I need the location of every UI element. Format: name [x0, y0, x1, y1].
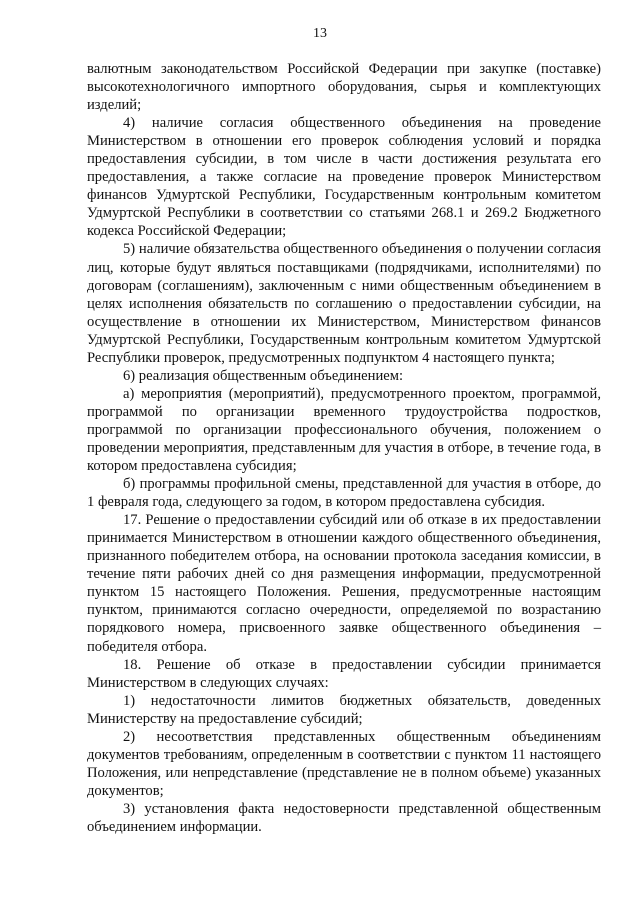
paragraph-item-18-1: 1) недостаточности лимитов бюджетных обязательств, доведенных Министерству на предоставление субсидий; [87, 692, 601, 727]
paragraph-item-6a: а) мероприятия (мероприятий), предусмотренного проектом, программой, программой по организации временного трудоустройства подростков, программой по организации профессионального обучения, положением о проведении мероприятия, представленным для участия в отборе, в течение года, в котором предоставлена субсидия; [87, 385, 601, 475]
document-body [87, 60, 601, 836]
paragraph-item-5: 5) наличие обязательства общественного объединения о получении согласия лиц, которые будут являться поставщиками (подрядчиками, исполнителями) по договорам (соглашениям), заключенным с ними общественным объединением в целях исполнения обязательств по соглашению о предоставлении субсидии, на осуществление в отношении их Министерством, Министерством финансов Удмуртской Республики, Государственным контрольным комитетом Удмуртской Республики проверок, предусмотренных подпунктом 4 настоящего пункта; [87, 241, 601, 366]
paragraph-item-6: 6) реализация общественным объединением: [123, 367, 404, 384]
paragraph-section-17: 17. Решение о предоставлении субсидий или об отказе в их предоставлении принимается Министерством в отношении каждого общественного объединения, признанного победителем отбора, на основании протокола заседания комиссии, в течение пяти рабочих дней со дня размещения информации, предусмотренной пунктом 15 настоящего Положения. Решения, предусмотренные настоящим пунктом, принимаются согласно очередности, определяемой по возрастанию порядкового номера, присвоенного заявке общественного объединения – победителя отбора. [87, 512, 601, 655]
paragraph-section-18: 18. Решение об отказе в предоставлении субсидии принимается Министерством в следующих случаях: [87, 656, 601, 691]
paragraph-item-4: 4) наличие согласия общественного объединения на проведение Министерством в отношении его проверок соблюдения условий и порядка предоставления субсидии, в том числе в части достижения результата его предоставления, а также согласие на проведение проверок Министерством финансов Удмуртской Республики, Государственным контрольным комитетом Удмуртской Республики в соответствии со статьями 268.1 и 269.2 Бюджетного кодекса Российской Федерации; [87, 115, 601, 240]
paragraph-item-18-3: 3) установления факта недостоверности представленной общественным объединением информации. [87, 800, 601, 835]
paragraph-item-6b: б) программы профильной смены, представленной для участия в отборе, до 1 февраля года, следующего за годом, в котором предоставлена субсидия. [87, 476, 601, 511]
page-number: 13 [313, 26, 327, 41]
paragraph-item-18-2: 2) несоответствия представленных общественным объединениям документов требованиям, определенным в соответствии с пунктом 11 настоящего Положения, или непредставление (представление не в полном объеме) указанных документов; [87, 728, 601, 799]
paragraph-continuation: валютным законодательством Российской Федерации при закупке (поставке) высокотехнологичного импортного оборудования, сырья и комплектующих изделий; [87, 61, 601, 114]
